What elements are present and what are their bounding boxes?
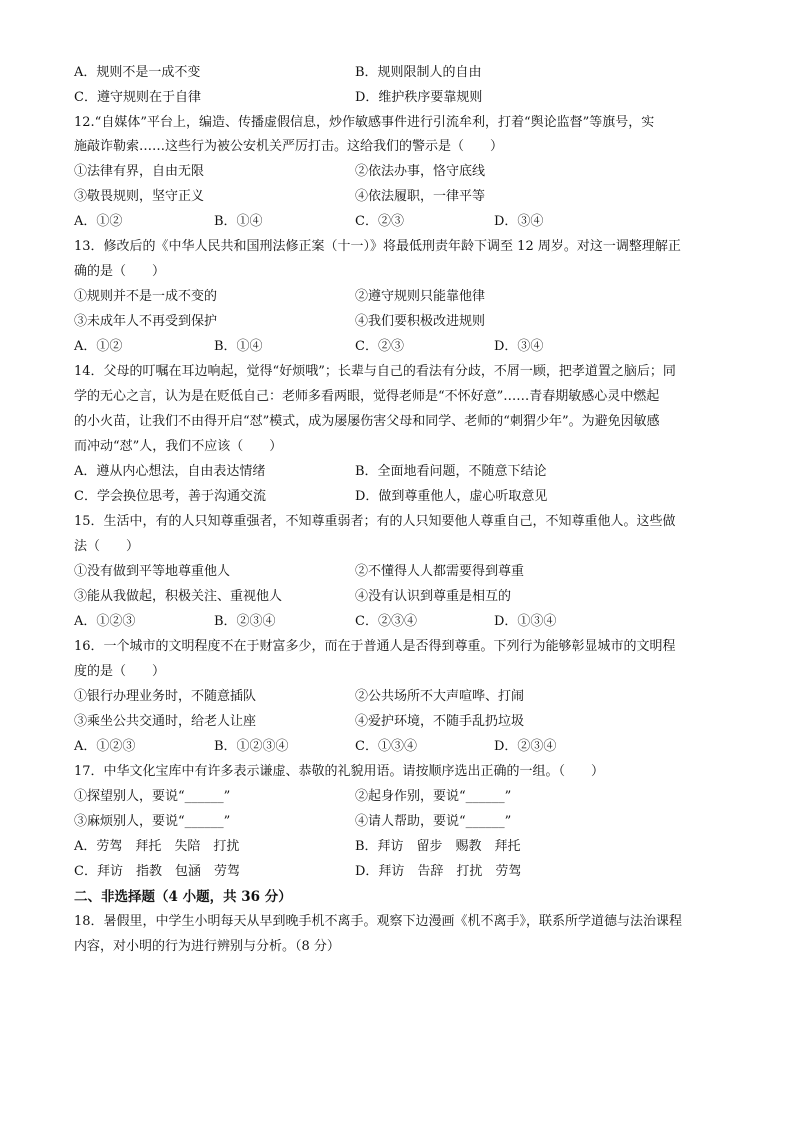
q15-item-4: ④没有认识到尊重是相互的 <box>355 589 512 604</box>
q12-option-b: B．①④ <box>214 214 263 229</box>
q16-option-a: A．①②③ <box>74 739 136 754</box>
q12-item-2: ②依法办事，恪守底线 <box>355 164 486 179</box>
q11-option-c: C．遵守规则在于自律 <box>74 90 201 105</box>
q11-option-b: B．规则限制人的自由 <box>355 65 482 80</box>
q17-option-c: C．拜访 指教 包涵 劳驾 <box>74 864 240 879</box>
q14-stem-line2: 学的无心之言，认为是在贬低自己：老师多看两眼，觉得老师是“不怀好意”……青春期敏感心灵中燃起 <box>74 389 660 404</box>
q16-item-4: ④爱护环境，不随手乱扔垃圾 <box>355 714 525 729</box>
q15-item-2: ②不懂得人人都需要得到尊重 <box>355 564 525 579</box>
q17-item-4: ④请人帮助，要说“______” <box>355 814 512 829</box>
q16-option-b: B．①②③④ <box>214 739 289 754</box>
q13-option-a: A．①② <box>74 339 123 354</box>
q18-stem-line2: 内容，对小明的行为进行辨别与分析。（8 分） <box>74 939 340 954</box>
q14-option-b: B．全面地看问题，不随意下结论 <box>355 464 547 479</box>
q13-item-4: ④我们要积极改进规则 <box>355 314 486 329</box>
q12-item-3: ③敬畏规则，坚守正义 <box>74 189 205 204</box>
q12-option-c: C．②③ <box>355 214 404 229</box>
q16-option-c: C．①③④ <box>355 739 417 754</box>
q16-option-d: D．②③④ <box>494 739 557 754</box>
q13-item-1: ①规则并不是一成不变的 <box>74 289 218 304</box>
q16-stem-line1: 16．一个城市的文明程度不在于财富多少，而在于普通人是否得到尊重。下列行为能够彰显城市的文明程 <box>74 639 676 654</box>
q13-stem-line1: 13．修改后的《中华人民共和国刑法修正案（十一）》将最低刑责年龄下调至 12 周岁。对这一调整理解正 <box>74 239 681 254</box>
q13-item-3: ③未成年人不再受到保护 <box>74 314 218 329</box>
q16-item-1: ①银行办理业务时，不随意插队 <box>74 689 257 704</box>
section-heading: 二、非选择题（4 小题，共 36 分） <box>74 889 292 905</box>
q12-stem-line2: 施敲诈勒索……这些行为被公安机关严厉打击。这给我们的警示是（ ） <box>74 139 504 154</box>
q14-option-d: D．做到尊重他人，虚心听取意见 <box>355 489 548 504</box>
q17-item-1: ①探望别人，要说“______” <box>74 789 231 804</box>
q11-option-d: D．维护秩序要靠规则 <box>355 90 483 105</box>
q15-item-3: ③能从我做起，积极关注、重视他人 <box>74 589 283 604</box>
q14-stem-line1: 14．父母的叮嘱在耳边响起，觉得“好烦哦”；长辈与自己的看法有分歧，不屑一顾，把孝道置之脑后；同 <box>74 364 676 379</box>
q17-item-2: ②起身作别，要说“______” <box>355 789 512 804</box>
q16-item-3: ③乘坐公共交通时，给老人让座 <box>74 714 257 729</box>
q15-option-a: A．①②③ <box>74 614 136 629</box>
q13-option-b: B．①④ <box>214 339 263 354</box>
q13-option-c: C．②③ <box>355 339 404 354</box>
q13-option-d: D．③④ <box>494 339 544 354</box>
q13-item-2: ②遵守规则只能靠他律 <box>355 289 486 304</box>
q15-option-d: D．①③④ <box>494 614 557 629</box>
q12-item-4: ④依法履职，一律平等 <box>355 189 486 204</box>
q12-option-d: D．③④ <box>494 214 544 229</box>
q13-stem-line2: 确的是（ ） <box>74 264 166 279</box>
q14-option-c: C．学会换位思考，善于沟通交流 <box>74 489 266 504</box>
q17-stem-line1: 17．中华文化宝库中有许多表示谦虚、恭敬的礼貌用语。请按顺序选出正确的一组。（ ） <box>74 764 605 779</box>
q17-option-a: A．劳驾 拜托 失陪 打扰 <box>74 839 240 854</box>
q17-option-b: B．拜访 留步 赐教 拜托 <box>355 839 521 854</box>
q14-stem-line3: 的小火苗，让我们不由得开启“怼”模式，成为屡屡伤害父母和同学、老师的“刺猬少年”。为避免因敏感 <box>74 414 660 429</box>
q17-item-3: ③麻烦别人，要说“______” <box>74 814 231 829</box>
q18-stem-line1: 18．暑假里，中学生小明每天从早到晚手机不离手。观察下边漫画《机不离手》，联系所学道德与法治课程 <box>74 914 683 929</box>
q15-stem-line1: 15．生活中，有的人只知尊重强者，不知尊重弱者；有的人只知要他人尊重自己，不知尊重他人。这些做 <box>74 514 676 529</box>
q14-stem-line4: 而冲动“怼”人，我们不应该（ ） <box>74 439 283 454</box>
q15-option-b: B．②③④ <box>214 614 276 629</box>
q15-item-1: ①没有做到平等地尊重他人 <box>74 564 231 579</box>
q11-option-a: A．规则不是一成不变 <box>74 65 201 80</box>
q12-item-1: ①法律有界，自由无限 <box>74 164 205 179</box>
q15-stem-line2: 法（ ） <box>74 539 140 554</box>
q12-option-a: A．①② <box>74 214 123 229</box>
q14-option-a: A．遵从内心想法，自由表达情绪 <box>74 464 266 479</box>
q16-stem-line2: 度的是（ ） <box>74 664 166 679</box>
q17-option-d: D．拜访 告辞 打扰 劳驾 <box>355 864 522 879</box>
q16-item-2: ②公共场所不大声喧哗、打闹 <box>355 689 525 704</box>
q12-stem-line1: 12.“自媒体”平台上，编造、传播虚假信息，炒作敏感事件进行引流牟利，打着“舆论监督”等旗号，实 <box>74 115 655 130</box>
q15-option-c: C．②③④ <box>355 614 417 629</box>
